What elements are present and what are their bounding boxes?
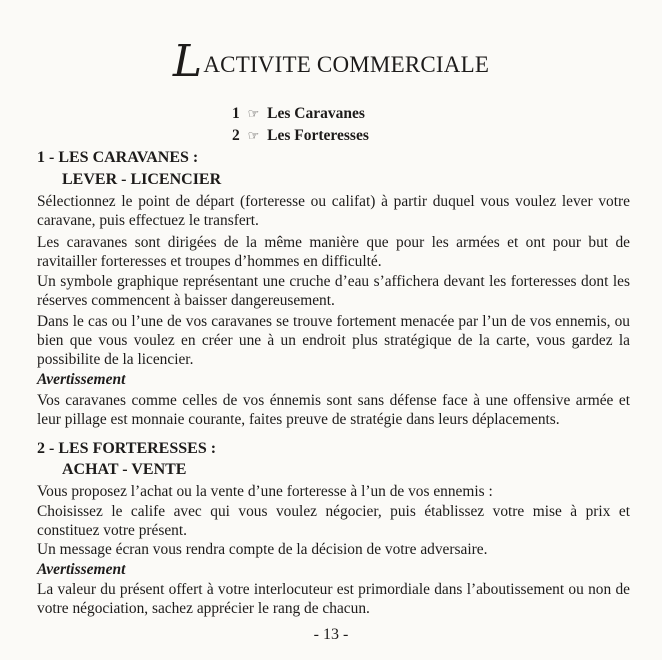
paragraph: Sélectionnez le point de départ (forteresse ou califat) à partir duquel vous voulez lever votre caravane, puis effectuez le transfert. — [37, 193, 630, 229]
toc-item-forteresses — [232, 127, 432, 145]
pointing-hand-icon: ☞ — [247, 106, 260, 121]
toc-item-caravanes — [232, 105, 432, 123]
warning-label: Avertissement — [37, 561, 126, 578]
section-subheading-achat-vente: ACHAT - VENTE — [62, 461, 187, 478]
warning-label: Avertissement — [37, 371, 126, 388]
title-initial: L — [172, 36, 203, 87]
paragraph: Un message écran vous rendra compte de la décision de votre adversaire. — [37, 541, 488, 558]
toc-number: 1 — [232, 105, 240, 122]
warning-text: Vos caravanes comme celles de vos énnemis sont sans défense face à une offensive armée et leur pillage est monnaie courante, faites preuve de stratégie dans leurs déplacements. — [37, 392, 630, 428]
title-text: ACTIVITE COMMERCIALE — [203, 52, 490, 77]
pointing-hand-icon: ☞ — [247, 128, 260, 143]
paragraph: Vous proposez l’achat ou la vente d’une forteresse à l’un de vos ennemis : — [37, 483, 493, 500]
toc-label: Les Forteresses — [267, 127, 369, 144]
section-heading-forteresses: 2 - LES FORTERESSES : — [37, 440, 217, 457]
paragraph: Un symbole graphique représentant une cruche d’eau s’affichera devant les forteresses dont les réserves commencent à baisser dangereusement. — [37, 273, 630, 309]
section-subheading-lever-licencier: LEVER - LICENCIER — [62, 171, 222, 188]
paragraph: Dans le cas ou l’une de vos caravanes se trouve fortement menacée par l’un de vos ennemis, ou bien que vous voulez en créer une à un endroit plus stratégique de la carte, vous gardez la possibilite de la licencier. — [37, 313, 630, 368]
paragraph: Les caravanes sont dirigées de la même manière que pour les armées et ont pour but de ravitailler forteresses et troupes d’hommes en difficulté. — [37, 234, 630, 270]
page-number: - 13 - — [313, 626, 349, 643]
page-title — [0, 36, 662, 87]
warning-text: La valeur du présent offert à votre interlocuteur est primordiale dans l’aboutissement ou non de votre négociation, sachez apprécier le rang de chacun. — [37, 581, 630, 617]
toc-number: 2 — [232, 127, 240, 144]
paragraph: Choisissez le calife avec qui vous voulez négocier, puis établissez votre mise à prix et constituez votre présent. — [37, 503, 630, 539]
section-heading-caravanes: 1 - LES CARAVANES : — [37, 149, 199, 166]
toc-label: Les Caravanes — [267, 105, 365, 122]
